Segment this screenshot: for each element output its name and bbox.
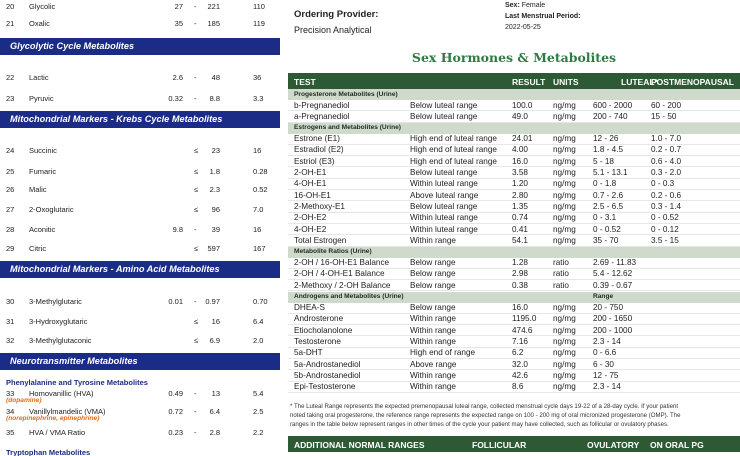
- result-text: Within range: [410, 314, 456, 324]
- marker-number: 26: [6, 185, 15, 194]
- result-text: Above range: [410, 359, 457, 369]
- luteal-range: 35 - 70: [593, 235, 619, 245]
- result-value: 2.98: [512, 269, 528, 279]
- result-value: 474.6: [512, 325, 533, 335]
- column-header: FOLLICULAR: [472, 440, 527, 450]
- luteal-range: 5.4 - 12.62: [593, 269, 633, 279]
- result-row: [288, 258, 740, 269]
- result-row: [288, 145, 740, 156]
- metabolite-row: [0, 185, 280, 197]
- range-separator: ≤: [194, 317, 199, 326]
- column-header: TEST: [294, 77, 316, 87]
- result-row: [288, 235, 740, 246]
- result-row: [288, 314, 740, 325]
- result-value: 24.01: [512, 134, 533, 144]
- result-text: Within range: [410, 325, 456, 335]
- range-separator: -: [194, 225, 197, 234]
- range-high: 2.3: [209, 185, 220, 194]
- result-value: 16.0: [512, 156, 528, 166]
- marker-number: 30: [6, 297, 15, 306]
- sex-label: Sex:: [505, 2, 520, 9]
- result-row: [288, 280, 740, 291]
- test-name: Total Estrogen: [294, 235, 347, 245]
- group-header-label: Estrogens and Metabolites (Urine): [294, 124, 401, 132]
- luteal-range: 5.1 - 13.1: [593, 168, 628, 177]
- result-row: [288, 213, 740, 224]
- postmenopausal-range: 0.3 - 2.0: [651, 168, 682, 177]
- marker-name: Fumaric: [29, 167, 57, 176]
- marker-value: 167: [253, 244, 266, 253]
- marker-value: 5.4: [253, 389, 264, 398]
- test-name: 5a-DHT: [294, 348, 323, 358]
- range-high: 185: [207, 19, 220, 28]
- marker-number: 32: [6, 336, 15, 345]
- marker-name: Aconitic: [29, 225, 56, 234]
- result-unit: ng/mg: [553, 359, 576, 369]
- result-row: [288, 111, 740, 122]
- result-unit: ng/mg: [553, 100, 576, 110]
- subsection-phenylalanine: Phenylalanine and Tyrosine Metabolites: [6, 378, 148, 387]
- postmenopausal-range: 0 - 0.52: [651, 213, 679, 223]
- range-separator: -: [194, 428, 197, 437]
- result-row: [288, 134, 740, 145]
- result-row: [288, 156, 740, 167]
- marker-number: 24: [6, 146, 15, 155]
- postmenopausal-range: 0.3 - 1.4: [651, 201, 682, 211]
- result-text: Below range: [410, 303, 456, 312]
- result-unit: ng/mg: [553, 348, 576, 358]
- marker-value: 2.0: [253, 336, 264, 345]
- column-header: POSTMENOPAUSAL: [651, 77, 734, 87]
- section-bar-neurotransmitter: Neurotransmitter Metabolites: [0, 353, 280, 370]
- section-bar-glycolytic: Glycolytic Cycle Metabolites: [0, 38, 280, 55]
- result-text: High end of luteal range: [410, 145, 497, 155]
- result-row: [288, 303, 740, 314]
- marker-value: 110: [253, 2, 265, 11]
- result-text: Within luteal range: [410, 213, 478, 223]
- postmenopausal-range: 3.5 - 15: [651, 235, 679, 245]
- range-separator: -: [194, 389, 197, 398]
- range-separator: ≤: [194, 336, 199, 345]
- result-value: 1195.0: [512, 314, 537, 324]
- range-low: 2.6: [172, 73, 183, 82]
- test-name: a-Pregnanediol: [294, 111, 350, 121]
- luteal-range: 200 - 1650: [593, 314, 633, 324]
- group-header-label: Metabolite Ratios (Urine): [294, 248, 372, 256]
- range-high: 48: [211, 73, 220, 82]
- result-text: Below luteal range: [410, 201, 478, 211]
- result-value: 2.80: [512, 190, 528, 200]
- result-unit: ng/mg: [553, 213, 576, 223]
- luteal-range: 0 - 1.8: [593, 179, 617, 189]
- result-value: 0.41: [512, 224, 528, 234]
- result-unit: ng/mg: [553, 325, 576, 335]
- result-value: 16.0: [512, 303, 528, 312]
- range-low: 35: [174, 19, 183, 28]
- result-value: 32.0: [512, 359, 528, 369]
- marker-number: 34: [6, 407, 15, 416]
- result-value: 0.38: [512, 280, 528, 290]
- marker-number: 25: [6, 167, 15, 176]
- luteal-range: 200 - 1000: [593, 325, 633, 335]
- table-header: [288, 73, 740, 89]
- luteal-range: 2.3 - 14: [593, 382, 621, 392]
- range-high: 0.97: [205, 297, 220, 306]
- range-low: 0.01: [168, 297, 183, 306]
- marker-number: 31: [6, 317, 15, 326]
- luteal-range: 0 - 6.6: [593, 348, 617, 358]
- result-unit: ng/mg: [553, 156, 576, 166]
- footnote-line: * The Luteal Range represents the expected premenopausal luteal range, collected menstrual cycle days 19-22 of a 28-day cycle. If your patient: [290, 403, 679, 410]
- luteal-range: 2.5 - 6.5: [593, 201, 624, 211]
- marker-name: Glycolic: [29, 2, 56, 11]
- metabolite-row: [0, 2, 280, 14]
- range-high: 6.9: [209, 336, 220, 345]
- luteal-range: 1.8 - 4.5: [593, 145, 624, 155]
- test-name: 5b-Androstanediol: [294, 370, 361, 380]
- marker-name: Pyruvic: [29, 94, 54, 103]
- test-name: 4-OH-E1: [294, 179, 327, 189]
- range-separator: -: [194, 2, 197, 11]
- result-unit: ng/mg: [553, 382, 576, 392]
- marker-name: Homovanillic (HVA): [29, 389, 94, 398]
- result-text: Within range: [410, 336, 456, 346]
- marker-value: 36: [253, 73, 262, 82]
- group-header: [288, 247, 740, 258]
- result-text: High end of luteal range: [410, 156, 497, 166]
- metabolite-row: [0, 73, 280, 85]
- range-high: 16: [211, 317, 220, 326]
- result-value: 8.6: [512, 382, 524, 392]
- metabolite-row: [0, 244, 280, 256]
- metabolite-row: [0, 205, 280, 217]
- range-high: 23: [211, 146, 220, 155]
- result-value: 7.16: [512, 336, 528, 346]
- sex-line: [505, 2, 545, 9]
- luteal-range: 2.69 - 11.83: [593, 258, 637, 268]
- lmp-label: Last Menstrual Period:: [505, 13, 581, 20]
- marker-name: HVA / VMA Ratio: [29, 428, 86, 437]
- range-high: 2.8: [209, 428, 220, 437]
- marker-subtitle: (dopamine): [6, 397, 42, 404]
- marker-value: 6.4: [253, 317, 264, 326]
- marker-name: 3-Methylglutaric: [29, 297, 82, 306]
- range-separator: -: [194, 407, 197, 416]
- range-high: 221: [207, 2, 220, 11]
- marker-name: 2-Oxoglutaric: [29, 205, 74, 214]
- result-row: [288, 382, 740, 393]
- marker-value: 3.3: [253, 94, 264, 103]
- luteal-range: 600 - 2000: [593, 100, 633, 110]
- test-name: Testosterone: [294, 336, 341, 346]
- postmenopausal-range: 1.0 - 7.0: [651, 134, 682, 144]
- result-text: Below range: [410, 269, 456, 279]
- test-name: b-Pregnanediol: [294, 100, 350, 110]
- test-name: 5a-Androstanediol: [294, 359, 361, 369]
- column-header: ON ORAL PG: [650, 440, 704, 450]
- range-high: 13: [211, 389, 220, 398]
- metabolite-row: [0, 297, 280, 309]
- result-value: 54.1: [512, 235, 528, 245]
- result-value: 4.00: [512, 145, 528, 155]
- marker-name: Citric: [29, 244, 47, 253]
- footnote: [290, 402, 738, 429]
- marker-number: 28: [6, 225, 15, 234]
- postmenopausal-range: 0.6 - 4.0: [651, 156, 682, 166]
- column-header: OVULATORY: [587, 440, 640, 450]
- postmenopausal-range: 60 - 200: [651, 100, 682, 110]
- metabolite-row: [0, 428, 280, 440]
- group-header-label: Androgens and Metabolites (Urine): [294, 293, 404, 300]
- range-separator: -: [194, 297, 197, 306]
- subsection-tryptophan: Tryptophan Metabolites: [6, 448, 91, 456]
- column-header: RESULT: [512, 77, 546, 87]
- result-row: [288, 100, 740, 111]
- luteal-range: 6 - 30: [593, 359, 614, 369]
- range-low: 0.49: [168, 389, 183, 398]
- result-unit: ng/mg: [553, 224, 576, 234]
- marker-name: Vanillylmandelic (VMA): [29, 407, 106, 416]
- range-separator: ≤: [194, 167, 199, 176]
- result-unit: ng/mg: [553, 111, 576, 121]
- test-name: Epi-Testosterone: [294, 382, 356, 392]
- range-low: 27: [174, 2, 183, 11]
- result-row: [288, 201, 740, 212]
- postmenopausal-range: 15 - 50: [651, 111, 677, 121]
- result-row: [288, 370, 740, 381]
- result-value: 6.2: [512, 348, 524, 358]
- test-name: Estrone (E1): [294, 134, 340, 144]
- marker-value: 2.5: [253, 407, 264, 416]
- result-text: Within luteal range: [410, 224, 478, 234]
- result-row: [288, 179, 740, 190]
- range-separator: ≤: [194, 244, 199, 253]
- marker-value: 2.2: [253, 428, 264, 437]
- range-low: 0.23: [168, 428, 183, 437]
- luteal-range: 0 - 3.1: [593, 213, 617, 223]
- urine-organic-acids-panel: [0, 0, 280, 456]
- luteal-range: 20 - 750: [593, 303, 624, 312]
- result-unit: ng/mg: [553, 235, 576, 245]
- metabolite-row: [0, 167, 280, 179]
- postmenopausal-range: 0 - 0.3: [651, 179, 675, 189]
- section-bar-krebs: Mitochondrial Markers - Krebs Cycle Metabolites: [0, 111, 280, 128]
- result-value: 3.58: [512, 168, 528, 177]
- footnote-line: ranges in the table below represent ranges in other times of the cycle your patient may have collected, such as follicular or ovulatory phases.: [290, 421, 669, 428]
- range-high: 1.8: [209, 167, 220, 176]
- test-name: Etiocholanolone: [294, 325, 353, 335]
- result-value: 100.0: [512, 100, 533, 110]
- luteal-range: 0 - 0.52: [593, 224, 621, 234]
- marker-name: Succinic: [29, 146, 57, 155]
- result-row: [288, 168, 740, 179]
- result-unit: ng/mg: [553, 134, 576, 144]
- result-text: Below range: [410, 280, 456, 290]
- lmp-value: 2022-05-25: [505, 24, 541, 31]
- test-name: Estradiol (E2): [294, 145, 344, 155]
- marker-value: 16: [253, 146, 262, 155]
- result-value: 42.6: [512, 370, 528, 380]
- result-unit: ng/mg: [553, 201, 576, 211]
- metabolite-row: [0, 225, 280, 237]
- range-separator: -: [194, 19, 197, 28]
- test-name: Androsterone: [294, 314, 344, 324]
- result-text: Below luteal range: [410, 111, 478, 121]
- range-separator: ≤: [194, 205, 199, 214]
- marker-number: 35: [6, 428, 15, 437]
- marker-name: 3-Methylglutaconic: [29, 336, 92, 345]
- result-text: High end of range: [410, 348, 476, 358]
- result-text: High end of luteal range: [410, 134, 497, 144]
- marker-value: 16: [253, 225, 262, 234]
- column-header: LUTEAL*: [621, 77, 658, 87]
- test-name: 16-OH-E1: [294, 190, 331, 200]
- result-value: 1.35: [512, 201, 528, 211]
- marker-number: 21: [6, 19, 15, 28]
- result-row: [288, 336, 740, 347]
- result-text: Within range: [410, 235, 456, 245]
- column-header: ADDITIONAL NORMAL RANGES: [294, 440, 425, 450]
- column-header: UNITS: [553, 77, 579, 87]
- result-unit: ratio: [553, 269, 569, 279]
- group-header-label: Progesterone Metabolites (Urine): [294, 90, 398, 98]
- luteal-range: 5 - 18: [593, 156, 614, 166]
- result-unit: ratio: [553, 280, 569, 290]
- ordering-provider-label: Ordering Provider:: [294, 9, 379, 20]
- range-separator: -: [194, 73, 197, 82]
- metabolite-row: [0, 336, 280, 348]
- marker-value: 119: [253, 19, 265, 28]
- range-separator: ≤: [194, 146, 199, 155]
- result-text: Below range: [410, 258, 456, 268]
- test-name: 4-OH-E2: [294, 224, 327, 234]
- result-text: Within range: [410, 370, 456, 380]
- result-row: [288, 190, 740, 201]
- result-value: 1.20: [512, 179, 528, 189]
- marker-number: 27: [6, 205, 15, 214]
- marker-value: 0.28: [253, 167, 268, 176]
- test-name: 2-Methoxy-E1: [294, 201, 345, 211]
- range-low: 0.72: [168, 407, 183, 416]
- range-low: 0.32: [168, 94, 183, 103]
- test-name: 2-OH / 4-OH-E1 Balance: [294, 269, 385, 279]
- result-row: [288, 348, 740, 359]
- test-name: 2-OH-E2: [294, 213, 327, 223]
- ordering-provider-value: Precision Analytical: [294, 25, 372, 35]
- result-text: Within range: [410, 382, 456, 392]
- result-value: 49.0: [512, 111, 528, 121]
- marker-value: 0.70: [253, 297, 268, 306]
- result-unit: ratio: [553, 258, 569, 268]
- marker-subtitle: (norepinephrine, epinephrine): [6, 415, 100, 422]
- range-high: 39: [211, 225, 220, 234]
- result-unit: ng/mg: [553, 145, 576, 155]
- range-high: 6.4: [209, 407, 220, 416]
- marker-name: Lactic: [29, 73, 49, 82]
- marker-value: 0.52: [253, 185, 268, 194]
- result-text: Within luteal range: [410, 179, 478, 189]
- sex-value: Female: [521, 2, 546, 9]
- luteal-range: 0.7 - 2.6: [593, 190, 624, 200]
- marker-number: 22: [6, 73, 15, 82]
- result-unit: ng/mg: [553, 370, 576, 380]
- marker-number: 29: [6, 244, 15, 253]
- marker-number: 33: [6, 389, 15, 398]
- marker-name: 3-Hydroxyglutaric: [29, 317, 88, 326]
- postmenopausal-range: 0.2 - 0.6: [651, 190, 682, 200]
- result-row: [288, 325, 740, 336]
- footnote-line: noted taking oral progesterone, the reference range represents the expected range on 100 - 200 mg of oral micronized progesterone (OMP). The: [290, 412, 681, 419]
- marker-name: Malic: [29, 185, 47, 194]
- luteal-range: 200 - 740: [593, 111, 628, 121]
- marker-name: Oxalic: [29, 19, 50, 28]
- section-bar-amino: Mitochondrial Markers - Amino Acid Metabolites: [0, 261, 280, 278]
- group-header: [288, 292, 740, 303]
- test-name: 2-OH / 16-OH-E1 Balance: [294, 258, 390, 268]
- range-low: 9.8: [172, 225, 183, 234]
- result-unit: ng/mg: [553, 303, 576, 312]
- postmenopausal-range: 0.2 - 0.7: [651, 145, 682, 155]
- luteal-range: 0.39 - 0.67: [593, 280, 633, 290]
- range-separator: -: [194, 94, 197, 103]
- range-high: 8.8: [209, 94, 220, 103]
- metabolite-row: [0, 146, 280, 158]
- sex-hormones-panel: [288, 0, 740, 456]
- marker-number: 23: [6, 94, 15, 103]
- postmenopausal-range: 0 - 0.12: [651, 224, 679, 234]
- result-text: Above luteal range: [410, 190, 479, 200]
- test-name: Estriol (E3): [294, 156, 335, 166]
- result-unit: ng/mg: [553, 336, 576, 346]
- group-header: [288, 123, 740, 134]
- additional-ranges-header: [288, 436, 740, 452]
- metabolite-row: [0, 389, 280, 401]
- range-high: 96: [211, 205, 220, 214]
- luteal-range: 12 - 26: [593, 134, 619, 144]
- result-unit: ng/mg: [553, 190, 576, 200]
- result-row: [288, 269, 740, 280]
- marker-number: 20: [6, 2, 15, 11]
- marker-value: 7.0: [253, 205, 264, 214]
- metabolite-row: [0, 94, 280, 106]
- section-title: Sex Hormones & Metabolites: [411, 50, 617, 65]
- test-name: 2-Methoxy / 2-OH Balance: [294, 280, 391, 290]
- range-high: 597: [207, 244, 220, 253]
- luteal-range: 12 - 75: [593, 370, 619, 380]
- result-value: 1.28: [512, 258, 528, 268]
- result-value: 0.74: [512, 213, 528, 223]
- result-text: Below luteal range: [410, 168, 478, 177]
- result-row: [288, 359, 740, 370]
- metabolite-row: [0, 19, 280, 31]
- result-unit: ng/mg: [553, 168, 576, 177]
- test-name: 2-OH-E1: [294, 168, 327, 177]
- result-unit: ng/mg: [553, 314, 576, 324]
- luteal-range: 2.3 - 14: [593, 336, 621, 346]
- result-row: [288, 224, 740, 235]
- test-name: DHEA-S: [294, 303, 325, 312]
- group-header-range: Range: [593, 293, 614, 300]
- group-header: [288, 89, 740, 100]
- range-separator: ≤: [194, 185, 199, 194]
- result-unit: ng/mg: [553, 179, 576, 189]
- metabolite-row: [0, 317, 280, 329]
- result-text: Below luteal range: [410, 100, 478, 110]
